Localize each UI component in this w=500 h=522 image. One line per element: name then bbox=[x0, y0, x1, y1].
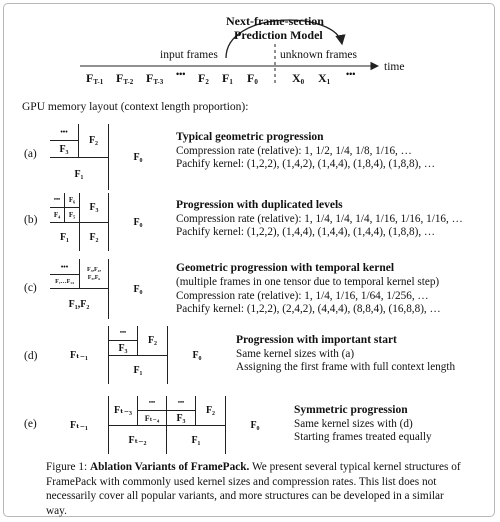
cell-f5-f6-label: F₅,F₆ bbox=[87, 274, 101, 281]
variant-label-a: (a) bbox=[24, 148, 37, 160]
cell-ft-2: Fₜ₋₂ bbox=[108, 425, 167, 454]
cell-dots: ••• bbox=[137, 396, 167, 411]
variant-label-c: (c) bbox=[24, 282, 37, 294]
cell-f0: F₀ bbox=[225, 396, 284, 454]
cell-f1: F₁ bbox=[108, 355, 168, 384]
input-frame-ellipsis: ••• bbox=[176, 69, 186, 79]
cell-f1: F₁ bbox=[50, 222, 80, 251]
model-title-line1: Next-frame-section bbox=[226, 14, 324, 28]
cell-f3-f4-label: F₃,F₄, bbox=[87, 266, 101, 273]
cell-f3: F₃ bbox=[50, 140, 79, 158]
variant-line: Same kernel sizes with (a) bbox=[236, 348, 355, 360]
unknown-frame-token: $X_0$ bbox=[292, 71, 305, 86]
cell-f3: F₃ bbox=[108, 340, 138, 356]
layout-diagram-e bbox=[50, 396, 283, 454]
cell-f3: F₃ bbox=[79, 193, 109, 223]
cell-f0: F₀ bbox=[108, 259, 167, 319]
input-frame-token: $F_1$ bbox=[222, 71, 233, 86]
variant-title-d: Progression with important start bbox=[236, 334, 397, 346]
model-title-line2: Prediction Model bbox=[234, 28, 323, 42]
cell-f4: F₄ bbox=[50, 207, 65, 223]
cell-f6: F₆ bbox=[64, 193, 80, 208]
unknown-frame-token: $X_1$ bbox=[318, 71, 331, 86]
cell-f0: F₀ bbox=[167, 326, 226, 384]
cell-ft-4: Fₜ₋₄ bbox=[137, 410, 167, 426]
cell-dots: ••• bbox=[50, 193, 65, 208]
variant-title-a: Typical geometric progression bbox=[176, 131, 324, 143]
cell-f5: F₅ bbox=[64, 207, 80, 223]
unknown-frames-label: unknown frames bbox=[280, 49, 357, 61]
variant-line: (multiple frames in one tensor due to temporal kernel step) bbox=[176, 276, 440, 288]
cell-f1-f2: F₁,F₂ bbox=[50, 288, 109, 319]
caption-prefix: Figure 1: bbox=[46, 461, 90, 473]
cell-f0: F₀ bbox=[108, 193, 167, 251]
time-label: time bbox=[384, 61, 405, 73]
memory-layout-title: GPU memory layout (context length proportion): bbox=[22, 101, 249, 113]
variant-line: Compression rate (relative): 1, 1/2, 1/4, 1/8, 1/16, … bbox=[176, 145, 412, 157]
variant-line: Compression rate (relative): 1, 1/4, 1/4, 1/4, 1/16, 1/16, 1/16, … bbox=[176, 213, 463, 225]
variant-line: Compression rate (relative): 1, 1/4, 1/16, 1/64, 1/256, … bbox=[176, 290, 429, 302]
variant-line: Pachify kernel: (1,2,2), (2,4,2), (4,4,4), (8,8,4), (16,8,8), … bbox=[176, 303, 441, 315]
cell-f2: F₂ bbox=[195, 396, 226, 426]
cell-dots: ••• bbox=[50, 124, 79, 141]
variant-line: Pachify kernel: (1,2,2), (1,4,4), (1,4,4), (1,4,4), (1,8,8), … bbox=[176, 226, 436, 238]
cell-f2: F₂ bbox=[137, 326, 168, 356]
variant-line: Same kernel sizes with (d) bbox=[294, 418, 413, 430]
variant-title-c: Geometric progression with temporal kernel bbox=[176, 262, 395, 274]
caption-bold: Ablation Variants of FramePack. bbox=[89, 461, 250, 473]
input-frame-token: $F_2$ bbox=[198, 71, 209, 86]
variant-line: Assigning the first frame with full context length bbox=[236, 361, 456, 373]
cell-f1: F₁ bbox=[166, 425, 226, 454]
cell-f0: F₀ bbox=[108, 124, 167, 190]
cell-f2: F₂ bbox=[78, 124, 109, 158]
variant-title-b: Progression with duplicated levels bbox=[176, 199, 343, 211]
input-frame-token: $F_{T-1}$ bbox=[86, 71, 104, 86]
cell-f2: F₂ bbox=[79, 222, 109, 251]
variant-line: Pachify kernel: (1,2,2), (1,4,2), (1,4,4), (1,8,4), (1,8,8), … bbox=[176, 158, 436, 170]
cell-f3-f6 bbox=[79, 259, 109, 289]
layout-diagram-a bbox=[50, 124, 166, 190]
variant-line: Starting frames treated equally bbox=[294, 431, 432, 443]
input-frame-token: $F_0$ bbox=[247, 71, 258, 86]
layout-diagram-c bbox=[50, 259, 166, 319]
cell-f7-f14: F₇…F₁₄ bbox=[50, 274, 80, 289]
cell-ft-1: Fₜ₋₁ bbox=[50, 396, 109, 454]
cell-f3: F₃ bbox=[166, 410, 196, 426]
variant-label-d: (d) bbox=[24, 350, 38, 362]
cell-f1: F₁ bbox=[50, 157, 109, 190]
cell-dots: ••• bbox=[166, 396, 196, 411]
variant-title-e: Symmetric progression bbox=[294, 404, 408, 416]
cell-ft-3: Fₜ₋₃ bbox=[108, 396, 138, 426]
layout-diagram-b bbox=[50, 193, 166, 251]
cell-dots: ••• bbox=[108, 326, 138, 341]
input-frame-token: $F_{T-2}$ bbox=[116, 71, 134, 86]
layout-diagram-d bbox=[50, 326, 225, 384]
cell-dots: ••• bbox=[50, 259, 80, 275]
unknown-frame-ellipsis: ••• bbox=[346, 69, 356, 79]
variant-label-b: (b) bbox=[24, 214, 38, 226]
input-frame-token: $F_{T-3}$ bbox=[146, 71, 164, 86]
variant-label-e: (e) bbox=[24, 418, 37, 430]
cell-ft-1: Fₜ₋₁ bbox=[50, 326, 109, 384]
figure-caption bbox=[46, 460, 466, 518]
input-frames-label: input frames bbox=[160, 49, 218, 61]
caption-text: We present several typical kernel structures of FramePack with commonly used kernel sizes and compression rates. This list does not necessarily cover all popular variants, and more structures can be developed in a similar way. bbox=[46, 461, 461, 517]
